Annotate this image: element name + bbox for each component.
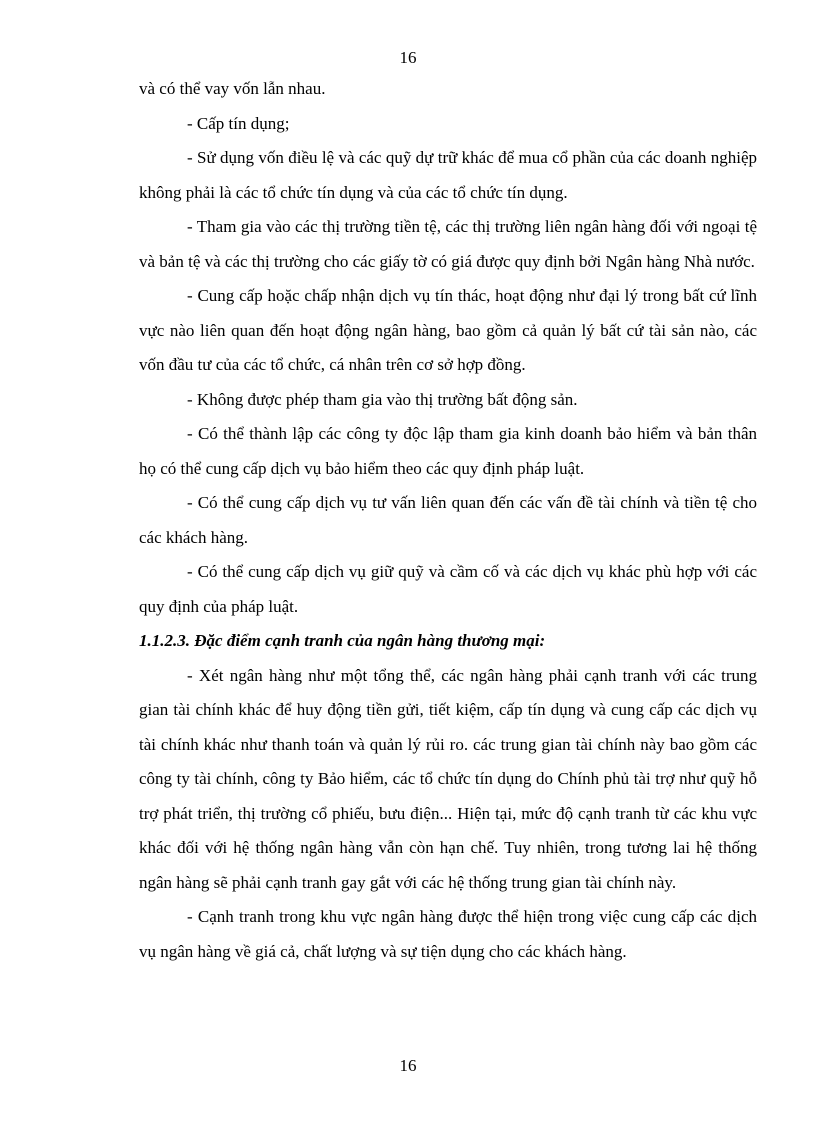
paragraph-competition-overall: - Xét ngân hàng như một tổng thể, các ngân hàng phải cạnh tranh với các trung gian tài chính khác để huy động tiền gửi, tiết kiệm, cấp tín dụng và cung cấp các dịch vụ tài chính khác như thanh toán và quản lý rủi ro. các trung gian tài chính này bao gồm các công ty tài chính, công ty Bảo hiểm, các tổ chức tín dụng do Chính phủ tài trợ như quỹ hỗ trợ phát triển, thị trường cổ phiếu, bưu điện... Hiện tại, mức độ cạnh tranh từ các khu vực khác đối với hệ thống ngân hàng vẫn còn hạn chế. Tuy nhiên, trong tương lai hệ thống ngân hàng sẽ phải cạnh tranh gay gắt với các hệ thống trung gian tài chính này. (139, 665, 757, 892)
list-item-money-markets: - Tham gia vào các thị trường tiền tệ, các thị trường liên ngân hàng đối với ngoại tệ và bản tệ và các thị trường cho các giấy tờ có giá được quy định bởi Ngân hàng Nhà nước. (139, 217, 757, 271)
list-item-real-estate: - Không được phép tham gia vào thị trường bất động sản. (187, 389, 578, 409)
page-number-top: 16 (399, 48, 417, 67)
paragraph-competition-banking: - Cạnh tranh trong khu vực ngân hàng được thể hiện trong việc cung cấp các dịch vụ ngân hàng về giá cả, chất lượng và sự tiện dụng cho các khách hàng. (139, 907, 757, 961)
document-body (139, 72, 757, 969)
list-item-consulting: - Có thể cung cấp dịch vụ tư vấn liên quan đến các vấn đề tài chính và tiền tệ cho các khách hàng. (139, 493, 757, 547)
list-item-charter-capital: - Sử dụng vốn điều lệ và các quỹ dự trữ khác để mua cổ phần của các doanh nghiệp không phải là các tổ chức tín dụng và của các tổ chức tín dụng. (139, 148, 757, 202)
list-item-custody: - Có thể cung cấp dịch vụ giữ quỹ và cầm cố và các dịch vụ khác phù hợp với các quy định của pháp luật. (139, 562, 757, 616)
section-heading: 1.1.2.3. Đặc điểm cạnh tranh của ngân hàng thương mại: (139, 631, 546, 650)
list-item-insurance: - Có thể thành lập các công ty độc lập tham gia kinh doanh bảo hiểm và bản thân họ có thể cung cấp dịch vụ bảo hiểm theo các quy định pháp luật. (139, 424, 757, 478)
list-item-trust-services: - Cung cấp hoặc chấp nhận dịch vụ tín thác, hoạt động như đại lý trong bất cứ lĩnh vực nào liên quan đến hoạt động ngân hàng, bao gồm cả quản lý bất cứ tài sản nào, các vốn đầu tư của các tổ chức, cá nhân trên cơ sở hợp đồng. (139, 286, 757, 374)
page-number-bottom: 16 (399, 1056, 417, 1075)
list-item-credit: - Cấp tín dụng; (187, 113, 290, 133)
paragraph-continuation: và có thể vay vốn lẫn nhau. (139, 79, 326, 98)
